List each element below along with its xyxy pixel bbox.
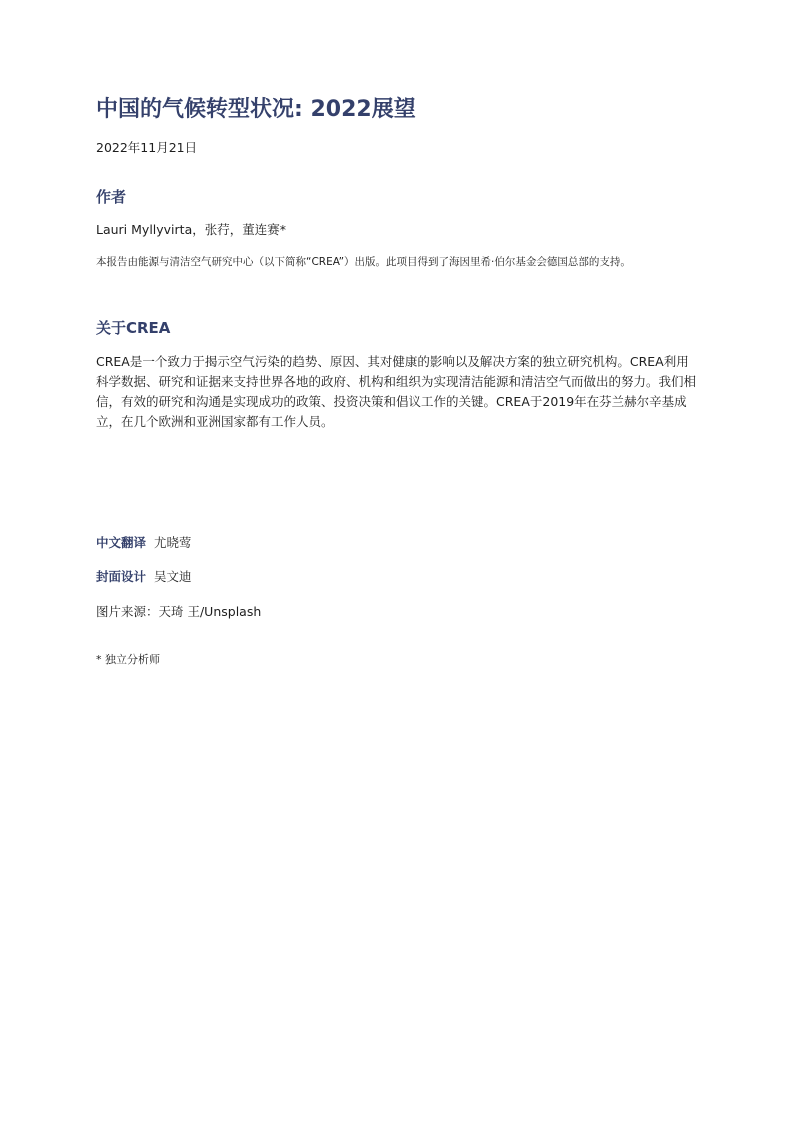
- authors-heading: 作者: [96, 188, 127, 206]
- design-credit: [96, 568, 192, 586]
- about-heading: 关于CREA: [96, 319, 171, 337]
- photo-credit: 图片来源：天琦 王/Unsplash: [96, 604, 262, 619]
- footnote: * 独立分析师: [96, 653, 160, 666]
- publication-note: 本报告由能源与清洁空气研究中心（以下简称“CREA”）出版。此项目得到了海因里希·伯尔基金会德国总部的支持。: [96, 256, 631, 268]
- designer-name: 吴文迪: [154, 569, 192, 584]
- report-title: 中国的气候转型状况: 2022展望: [96, 97, 416, 122]
- translation-credit: [96, 534, 192, 552]
- author-names: Lauri Myllyvirta，张荇，董连赛*: [96, 222, 286, 237]
- translation-label: 中文翻译: [96, 535, 147, 550]
- publication-date: 2022年11月21日: [96, 140, 198, 155]
- translator-name: 尤晓莺: [154, 535, 192, 550]
- design-label: 封面设计: [96, 569, 147, 584]
- about-body: CREA是一个致力于揭示空气污染的趋势、原因、其对健康的影响以及解决方案的独立研究机构。CREA利用科学数据、研究和证据来支持世界各地的政府、机构和组织为实现清洁能源和清洁空气而做出的努力。我们相信，有效的研究和沟通是实现成功的政策、投资决策和倡议工作的关键。CREA于2019年在芬兰赫尔辛基成立，在几个欧洲和亚洲国家都有工作人员。: [96, 354, 697, 429]
